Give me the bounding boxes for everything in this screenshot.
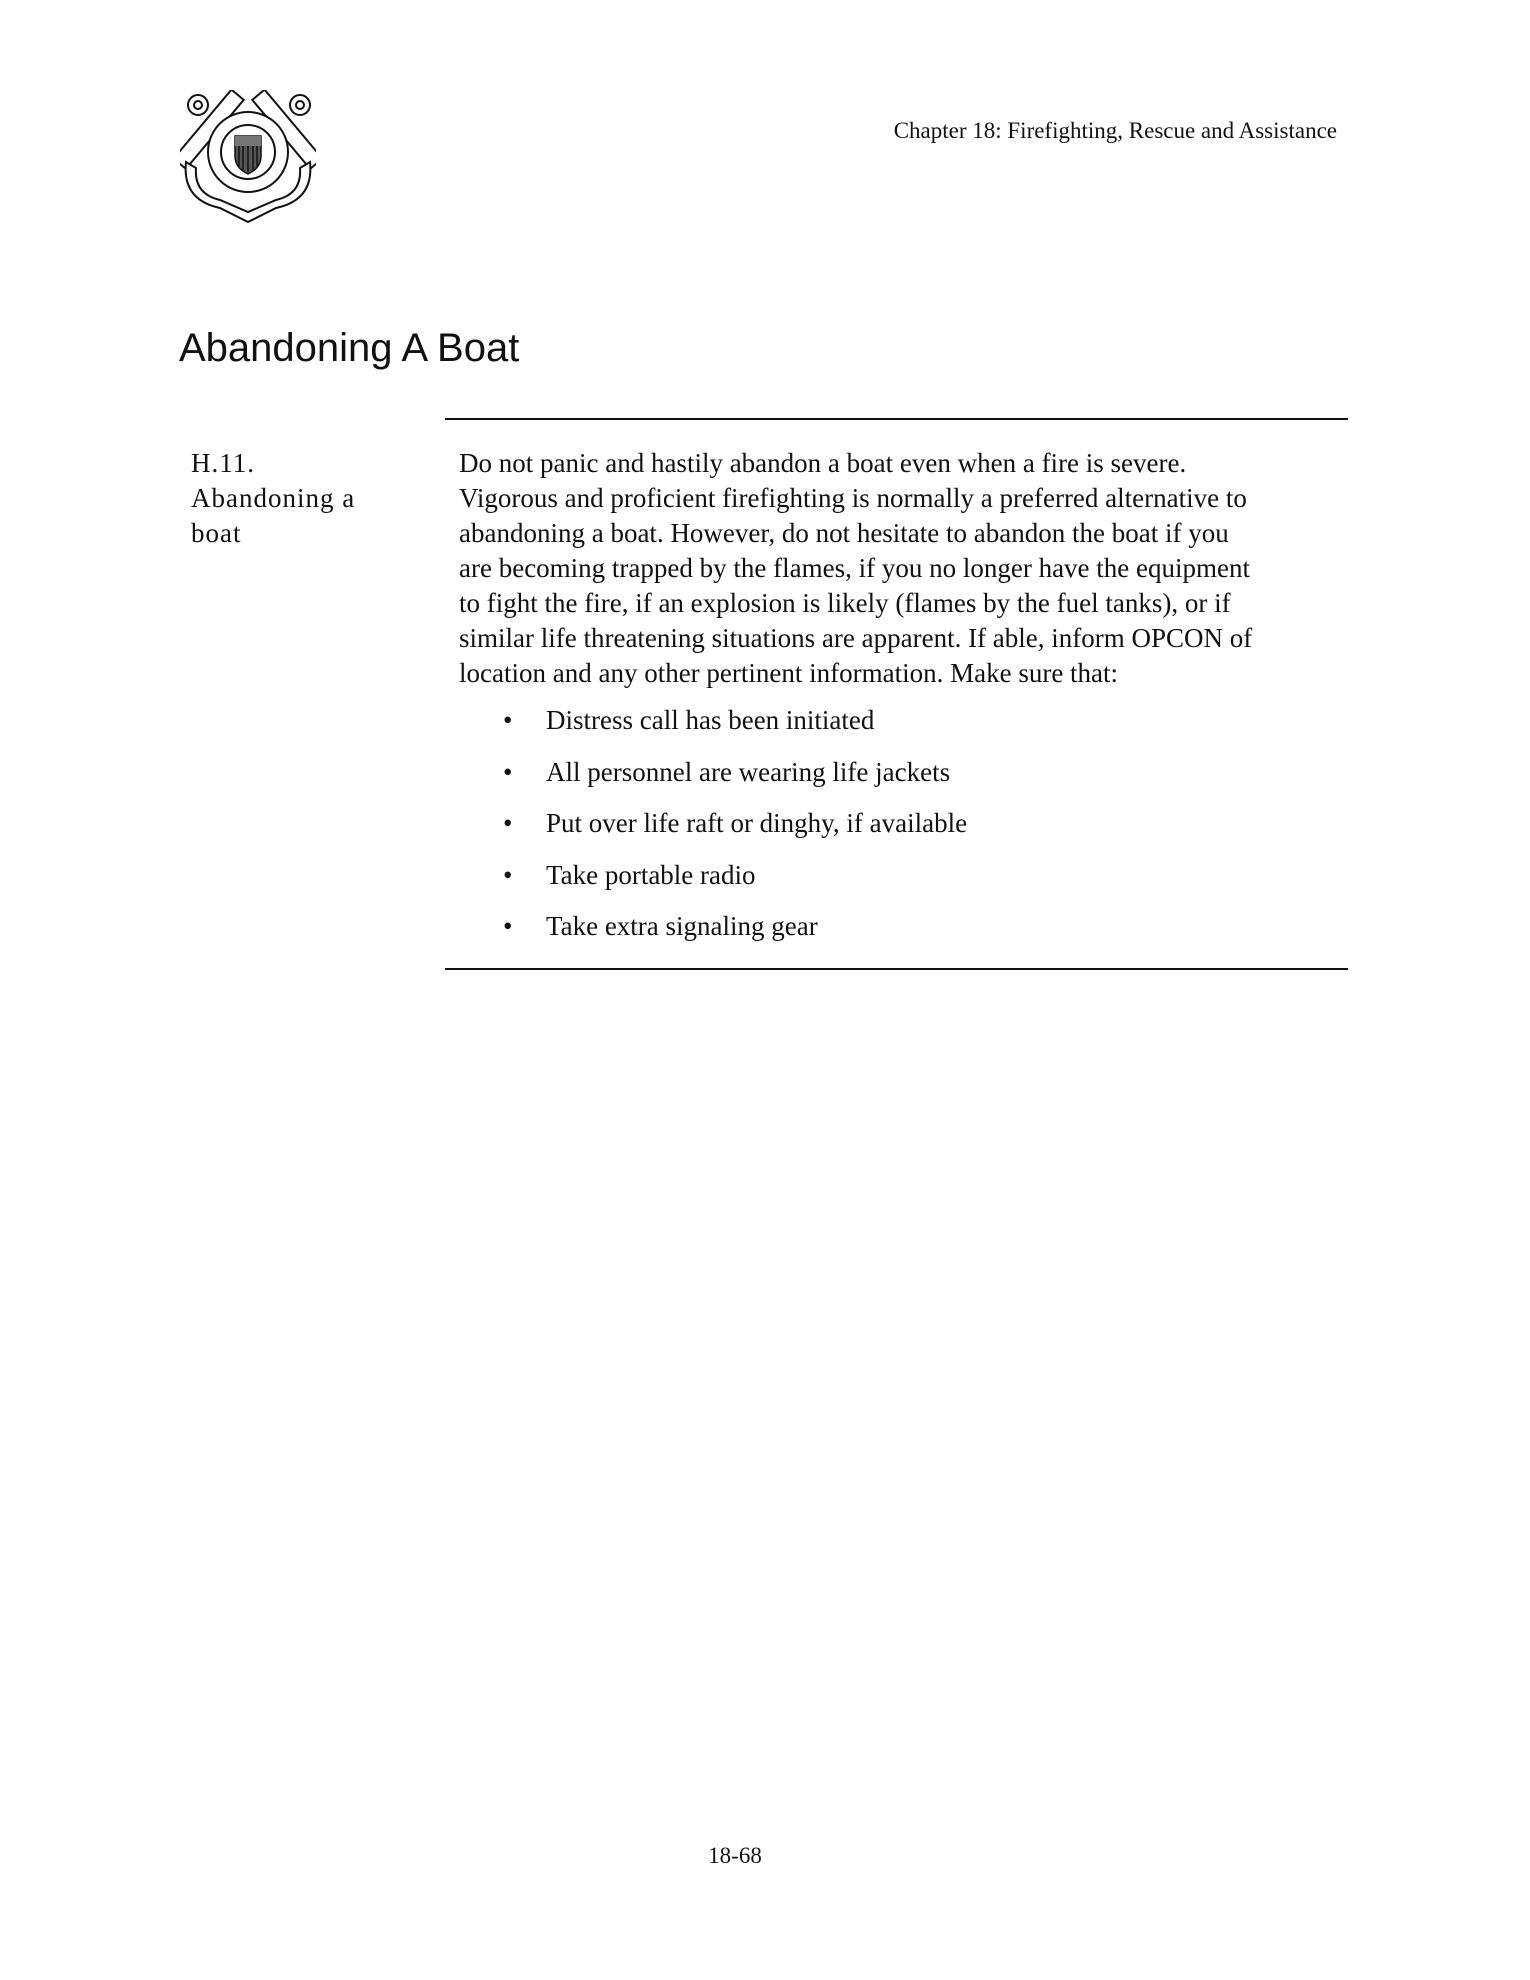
bullet-icon: •: [503, 808, 513, 838]
coast-guard-seal-logo: [180, 90, 316, 224]
side-label-line: boat: [191, 518, 242, 548]
body-line: are becoming trapped by the flames, if you no longer have the equipment: [459, 553, 1250, 583]
body-line: to fight the fire, if an explosion is likely (flames by the fuel tanks), or if: [459, 588, 1231, 618]
list-item-text: Take portable radio: [546, 859, 756, 890]
body-line: abandoning a boat. However, do not hesitate to abandon the boat if you: [459, 518, 1229, 548]
side-label-line: H.11.: [191, 448, 255, 478]
list-item-text: All personnel are wearing life jackets: [546, 756, 951, 787]
list-item-text: Take extra signaling gear: [546, 911, 818, 941]
bottom-rule: [445, 968, 1348, 970]
bullet-icon: •: [503, 705, 513, 735]
side-label: [191, 446, 355, 551]
bullet-icon: •: [503, 859, 513, 890]
body-line: location and any other pertinent information. Make sure that:: [459, 658, 1119, 688]
body-line: Vigorous and proficient firefighting is normally a preferred alternative to: [459, 483, 1247, 513]
body-paragraph: [459, 446, 1252, 691]
list-item-text: Distress call has been initiated: [546, 705, 875, 735]
bullet-icon: •: [503, 756, 513, 787]
body-line: Do not panic and hastily abandon a boat even when a fire is severe.: [459, 448, 1187, 478]
section-title: Abandoning A Boat: [179, 326, 520, 370]
running-head: Chapter 18: Firefighting, Rescue and Assistance: [893, 118, 1337, 143]
side-label-line: Abandoning a: [191, 483, 356, 513]
body-line: similar life threatening situations are apparent. If able, inform OPCON of: [459, 623, 1253, 653]
page-number: 18-68: [708, 1843, 762, 1868]
bullet-icon: •: [503, 911, 513, 941]
list-item-text: Put over life raft or dinghy, if available: [546, 808, 968, 838]
top-rule: [445, 418, 1348, 420]
